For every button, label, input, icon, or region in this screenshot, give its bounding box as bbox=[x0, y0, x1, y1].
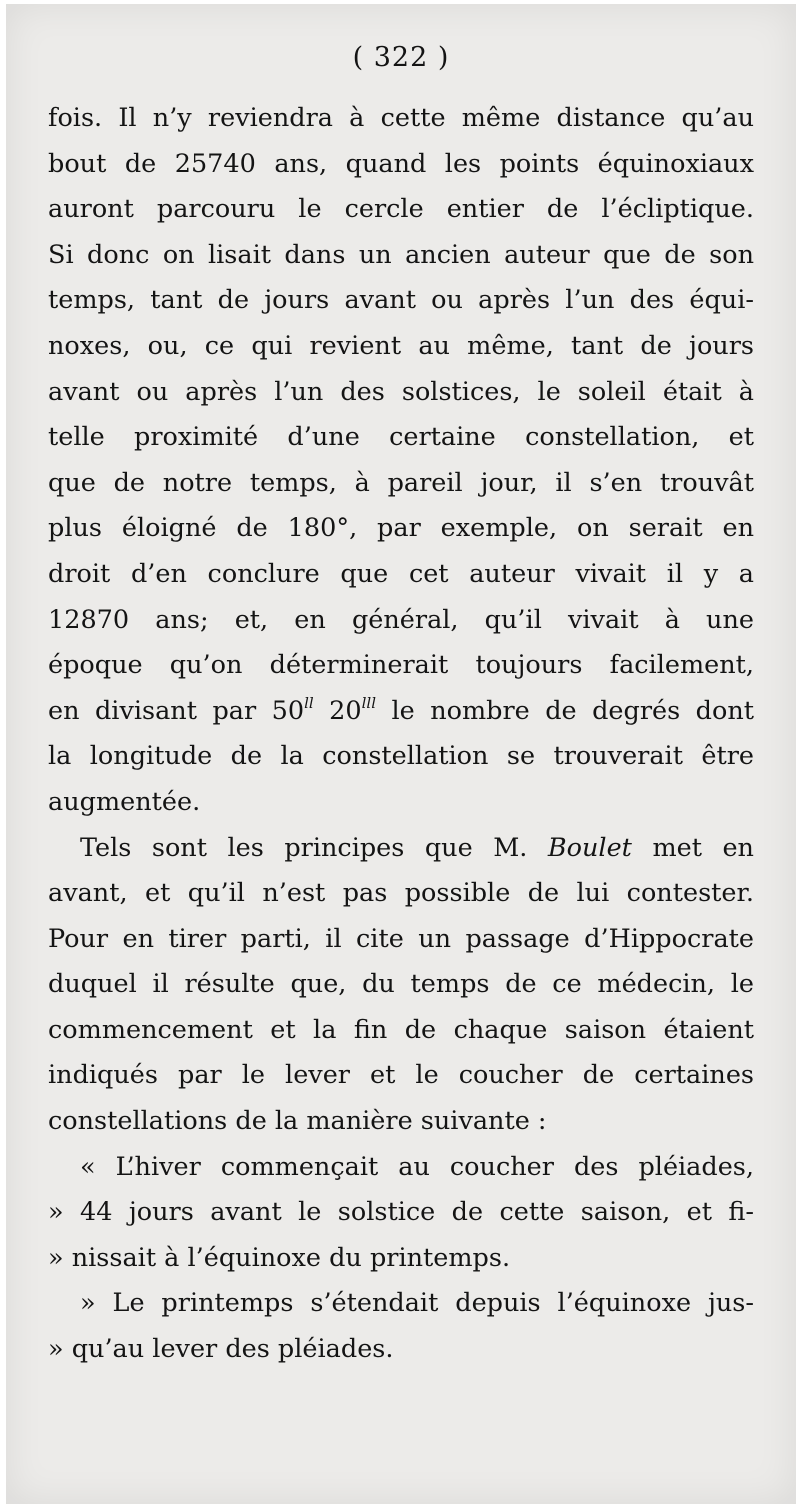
quote-line: » nissait à l’équinoxe du printemps. bbox=[48, 1242, 511, 1273]
text-line: époque qu’on déterminerait toujours facilement, bbox=[48, 650, 754, 681]
text-fragment: 20 bbox=[313, 695, 362, 726]
text-line: Pour en tirer parti, il cite un passage d’Hippocrate bbox=[48, 923, 754, 954]
text-fragment: met en bbox=[631, 832, 754, 863]
text-line: Si donc on lisait dans un ancien auteur que de son bbox=[48, 239, 754, 270]
superscript: ll bbox=[304, 693, 314, 712]
page-number: ( 322 ) bbox=[352, 42, 450, 73]
text-line: duquel il résulte que, du temps de ce médecin, le bbox=[48, 969, 754, 1000]
text-line: droit d’en conclure que cet auteur vivait il y a bbox=[48, 558, 754, 589]
book-page bbox=[6, 4, 796, 1504]
text-line bbox=[48, 826, 754, 872]
body-text bbox=[48, 96, 754, 1373]
text-line: avant ou après l’un des solstices, le soleil était à bbox=[48, 376, 754, 407]
text-line: fois. Il n’y reviendra à cette même distance qu’au bbox=[48, 103, 754, 133]
text-fragment: le nombre de degrés dont bbox=[376, 695, 755, 726]
text-line: que de notre temps, à pareil jour, il s’en trouvât bbox=[48, 467, 754, 498]
text-line: indiqués par le lever et le coucher de certaines bbox=[48, 1060, 754, 1091]
superscript: lll bbox=[361, 693, 377, 712]
text-line: constellations de la manière suivante : bbox=[48, 1106, 547, 1137]
text-line: noxes, ou, ce qui revient au même, tant de jours bbox=[48, 330, 754, 361]
text-line: avant, et qu’il n’est pas possible de lui contester. bbox=[48, 878, 754, 909]
text-fragment: Tels sont les principes que M. bbox=[80, 832, 548, 863]
quote-line: « L’hiver commençait au coucher des pléiades, bbox=[80, 1151, 754, 1182]
text-line: auront parcouru le cercle entier de l’écliptique. bbox=[48, 194, 754, 225]
text-line: bout de 25740 ans, quand les points équinoxiaux bbox=[48, 148, 754, 179]
text-line: plus éloigné de 180°, par exemple, on serait en bbox=[48, 513, 754, 544]
text-line: telle proximité d’une certaine constellation, et bbox=[48, 422, 754, 453]
author-name: Boulet bbox=[547, 832, 632, 863]
text-line: 12870 ans; et, en général, qu’il vivait à une bbox=[48, 604, 754, 635]
text-line: commencement et la fin de chaque saison étaient bbox=[48, 1014, 754, 1045]
quote-line: » Le printemps s’étendait depuis l’équinoxe jus- bbox=[80, 1288, 754, 1319]
quote-line: » 44 jours avant le solstice de cette saison, et fi- bbox=[48, 1197, 754, 1228]
text-fragment: en divisant par 50 bbox=[48, 695, 305, 726]
text-line-with-superscripts bbox=[48, 689, 754, 735]
quote-line: » qu’au lever des pléiades. bbox=[48, 1334, 394, 1365]
text-line: la longitude de la constellation se trouverait être bbox=[48, 741, 754, 772]
text-line: temps, tant de jours avant ou après l’un des équi- bbox=[48, 285, 754, 316]
text-line: augmentée. bbox=[48, 786, 201, 817]
